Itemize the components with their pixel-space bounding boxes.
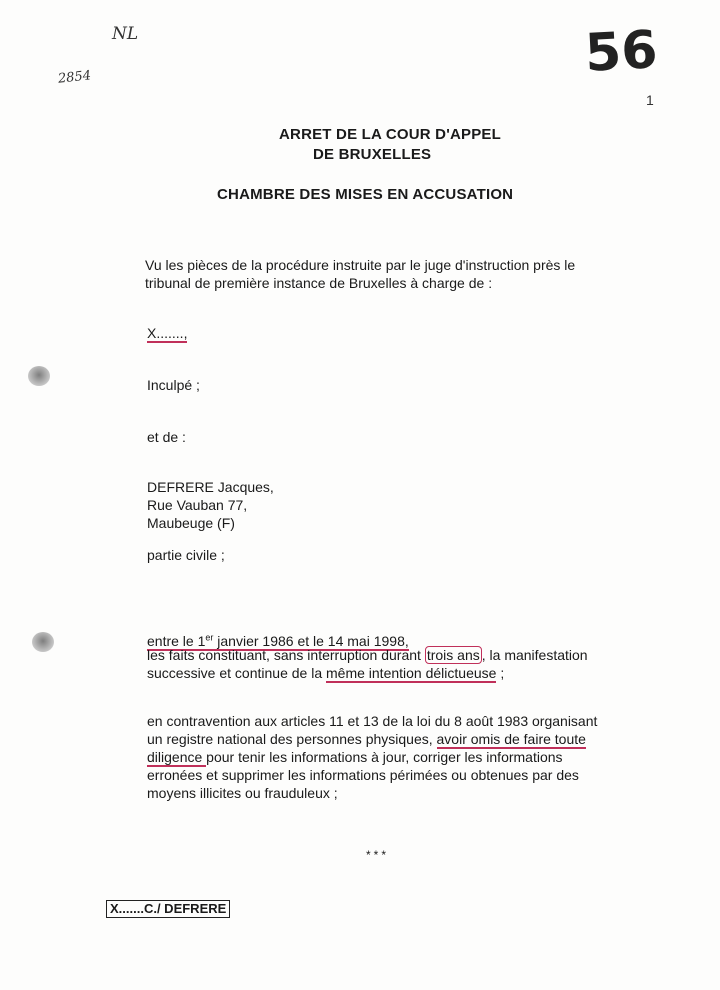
handwritten-ref-number: 2854	[57, 68, 92, 87]
accused-role: Inculpé ;	[147, 377, 200, 393]
section-separator: ***	[366, 848, 390, 862]
offense-line-3: diligence pour tenir les informations à jour, corriger les informations	[147, 749, 563, 765]
offense-line-2: un registre national des personnes physiques, avoir omis de faire toute	[147, 731, 586, 747]
civil-party-city: Maubeuge (F)	[147, 515, 235, 531]
civil-party-name: DEFRERE Jacques,	[147, 479, 274, 495]
chamber-title: CHAMBRE DES MISES EN ACCUSATION	[217, 186, 514, 203]
connector-text: et de :	[147, 429, 186, 445]
handwritten-nl: NL	[112, 24, 139, 44]
civil-party-street: Rue Vauban 77,	[147, 497, 248, 513]
title-line-2: DE BRUXELLES	[313, 146, 432, 163]
period-line-2: les faits constituant, sans interruption durant trois ans , la manifestation	[147, 647, 588, 663]
footer-case-reference: X.......C./ DEFRERE	[106, 900, 230, 918]
page-number: 1	[646, 92, 654, 108]
offense-line-5: moyens illicites ou frauduleux ;	[147, 785, 338, 801]
accused-name: X.......,	[147, 325, 188, 341]
period-line-3: successive et continue de la même intention délictueuse ;	[147, 665, 505, 681]
offense-line-1: en contravention aux articles 11 et 13 de la loi du 8 août 1983 organisant	[147, 713, 598, 729]
intro-line-1: Vu les pièces de la procédure instruite par le juge d'instruction près le	[145, 257, 576, 273]
punch-hole-top	[28, 366, 50, 386]
offense-line-4: erronées et supprimer les informations périmées ou obtenues par des	[147, 767, 579, 783]
title-line-1: ARRET DE LA COUR D'APPEL	[279, 126, 501, 143]
period-line-1: entre le 1er janvier 1986 et le 14 mai 1998,	[147, 632, 409, 649]
punch-hole-bottom	[32, 632, 54, 652]
intro-line-2: tribunal de première instance de Bruxelles à charge de :	[145, 275, 493, 291]
handwritten-folio: 56	[583, 20, 659, 84]
civil-party-role: partie civile ;	[147, 547, 225, 563]
